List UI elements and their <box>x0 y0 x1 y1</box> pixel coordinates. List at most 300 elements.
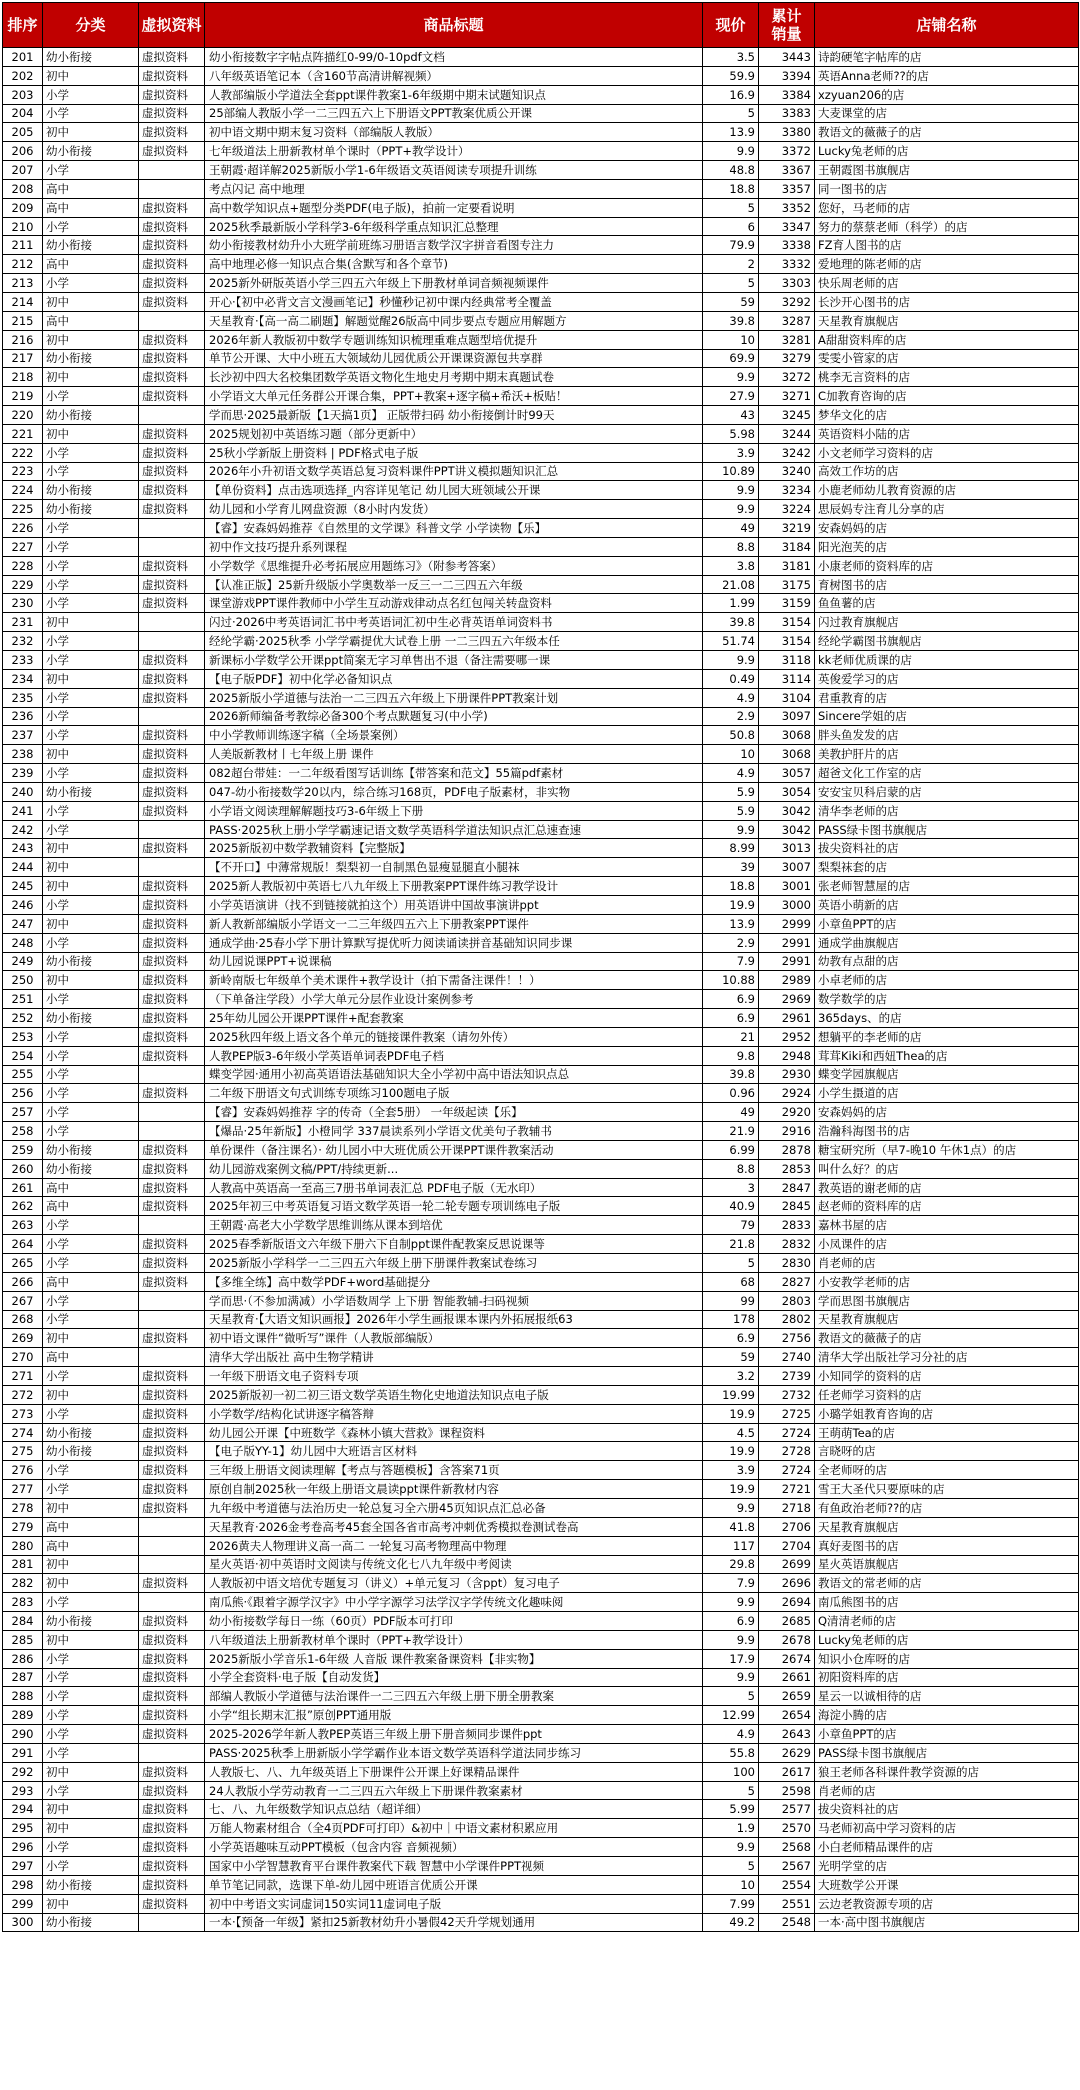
cell-price: 5 <box>703 104 759 123</box>
cell-price: 79 <box>703 1216 759 1235</box>
cell-shop: 教语文的薇薇子的店 <box>815 1329 1079 1348</box>
cell-virtual: 虚拟资料 <box>139 1857 205 1876</box>
cell-rank: 256 <box>3 1084 43 1103</box>
header-title: 商品标题 <box>205 3 703 48</box>
cell-title: 人教版七、八、九年级英语上下册课件公开课上好课精品课件 <box>205 1762 703 1781</box>
cell-price: 39.8 <box>703 1065 759 1084</box>
cell-virtual: 虚拟资料 <box>139 1819 205 1838</box>
cell-shop: FZ育人图书的店 <box>815 236 1079 255</box>
cell-rank: 274 <box>3 1423 43 1442</box>
cell-price: 59 <box>703 1348 759 1367</box>
cell-sales: 3175 <box>759 575 815 594</box>
cell-shop: PASS绿卡图书旗舰店 <box>815 820 1079 839</box>
cell-title: 【电子版YY-1】幼儿园中大班语言区材料 <box>205 1442 703 1461</box>
table-row <box>3 669 1079 688</box>
cell-rank: 207 <box>3 161 43 180</box>
cell-rank: 287 <box>3 1668 43 1687</box>
cell-rank: 286 <box>3 1649 43 1668</box>
cell-rank: 266 <box>3 1272 43 1291</box>
cell-price: 9.9 <box>703 1630 759 1649</box>
cell-virtual: 虚拟资料 <box>139 104 205 123</box>
cell-rank: 289 <box>3 1706 43 1725</box>
cell-virtual: 虚拟资料 <box>139 1706 205 1725</box>
cell-title: 【认准正版】25新升级版小学奥数举一反三一二三四五六年级 <box>205 575 703 594</box>
cell-shop: 云边老教资源专项的店 <box>815 1894 1079 1913</box>
cell-category: 小学 <box>43 462 139 481</box>
cell-price: 29.8 <box>703 1555 759 1574</box>
cell-price: 68 <box>703 1272 759 1291</box>
cell-price: 55.8 <box>703 1743 759 1762</box>
cell-shop: Lucky兔老师的店 <box>815 1630 1079 1649</box>
cell-rank: 244 <box>3 858 43 877</box>
cell-virtual: 虚拟资料 <box>139 669 205 688</box>
table-row <box>3 1630 1079 1649</box>
cell-price: 6.9 <box>703 1009 759 1028</box>
cell-sales: 3372 <box>759 142 815 161</box>
cell-title: 【睿】安森妈妈推荐《自然里的文学课》科普文学 小学读物【乐】 <box>205 519 703 538</box>
cell-title: 小学语文阅读理解解题技巧3-6年级上下册 <box>205 801 703 820</box>
cell-title: PASS·2025秋季上册新版小学学霸作业本语文数学英语科学道法同步练习 <box>205 1743 703 1762</box>
table-row <box>3 971 1079 990</box>
table-row <box>3 123 1079 142</box>
cell-virtual: 虚拟资料 <box>139 1046 205 1065</box>
cell-price: 0.96 <box>703 1084 759 1103</box>
cell-price: 100 <box>703 1762 759 1781</box>
cell-rank: 260 <box>3 1159 43 1178</box>
cell-sales: 2704 <box>759 1536 815 1555</box>
cell-shop: 教英语的谢老师的店 <box>815 1178 1079 1197</box>
cell-price: 9.9 <box>703 1668 759 1687</box>
cell-category: 幼小衔接 <box>43 48 139 67</box>
cell-virtual: 虚拟资料 <box>139 443 205 462</box>
cell-shop: 阳光泡芙的店 <box>815 537 1079 556</box>
cell-rank: 261 <box>3 1178 43 1197</box>
cell-rank: 267 <box>3 1291 43 1310</box>
cell-virtual: 虚拟资料 <box>139 839 205 858</box>
cell-title: 2025-2026学年新人教PEP英语三年级上册下册音频同步课件ppt <box>205 1725 703 1744</box>
header-shop: 店铺名称 <box>815 3 1079 48</box>
cell-sales: 3394 <box>759 66 815 85</box>
cell-virtual: 虚拟资料 <box>139 1385 205 1404</box>
cell-shop: 雪王大圣代只要原味的店 <box>815 1480 1079 1499</box>
cell-virtual: 虚拟资料 <box>139 1687 205 1706</box>
cell-category: 小学 <box>43 161 139 180</box>
cell-category: 小学 <box>43 1254 139 1273</box>
cell-shop: Sincere学姐的店 <box>815 707 1079 726</box>
cell-price: 3.8 <box>703 556 759 575</box>
cell-shop: Q清清老师的店 <box>815 1612 1079 1631</box>
cell-virtual: 虚拟资料 <box>139 198 205 217</box>
cell-sales: 3097 <box>759 707 815 726</box>
cell-price: 5 <box>703 1857 759 1876</box>
cell-shop: 茸茸Kiki和西妞Thea的店 <box>815 1046 1079 1065</box>
cell-title: 初中语文课件“微听写”课件（人教版部编版） <box>205 1329 703 1348</box>
cell-virtual: 虚拟资料 <box>139 481 205 500</box>
cell-title: 小学英语演讲（找不到链接就拍这个）用英语讲中国故事演讲ppt <box>205 895 703 914</box>
table-row <box>3 66 1079 85</box>
table-row <box>3 895 1079 914</box>
cell-virtual <box>139 161 205 180</box>
cell-category: 初中 <box>43 1555 139 1574</box>
cell-rank: 288 <box>3 1687 43 1706</box>
cell-virtual: 虚拟资料 <box>139 1725 205 1744</box>
cell-sales: 3000 <box>759 895 815 914</box>
cell-sales: 3007 <box>759 858 815 877</box>
cell-rank: 227 <box>3 537 43 556</box>
cell-category: 小学 <box>43 820 139 839</box>
cell-price: 19.9 <box>703 1404 759 1423</box>
table-row <box>3 1348 1079 1367</box>
cell-rank: 210 <box>3 217 43 236</box>
table-row <box>3 292 1079 311</box>
cell-title: 小学数学《思维提升必考拓展应用题练习》（附参考答案） <box>205 556 703 575</box>
cell-title: 原创自制2025秋一年级上册语文晨读ppt课件新教材内容 <box>205 1480 703 1499</box>
cell-rank: 208 <box>3 179 43 198</box>
cell-rank: 240 <box>3 782 43 801</box>
cell-sales: 2570 <box>759 1819 815 1838</box>
cell-category: 初中 <box>43 66 139 85</box>
cell-virtual: 虚拟资料 <box>139 1367 205 1386</box>
cell-virtual: 虚拟资料 <box>139 48 205 67</box>
cell-title: 幼小衔接教材幼升小大班学前班练习册语言数学汉字拼音看图专注力 <box>205 236 703 255</box>
cell-rank: 242 <box>3 820 43 839</box>
cell-shop: 大麦课堂的店 <box>815 104 1079 123</box>
cell-shop: 星火英语旗舰店 <box>815 1555 1079 1574</box>
cell-price: 19.9 <box>703 895 759 914</box>
cell-shop: 王朝霞图书旗舰店 <box>815 161 1079 180</box>
cell-category: 小学 <box>43 1216 139 1235</box>
cell-shop: 天星教育旗舰店 <box>815 1517 1079 1536</box>
table-row <box>3 1385 1079 1404</box>
cell-shop: 清华李老师的店 <box>815 801 1079 820</box>
cell-title: 一年级下册语文电子资料专项 <box>205 1367 703 1386</box>
cell-virtual: 虚拟资料 <box>139 1480 205 1499</box>
cell-shop: 育树图书的店 <box>815 575 1079 594</box>
cell-virtual: 虚拟资料 <box>139 1838 205 1857</box>
table-row <box>3 1687 1079 1706</box>
cell-virtual: 虚拟资料 <box>139 1668 205 1687</box>
cell-shop: 小卓老师的店 <box>815 971 1079 990</box>
cell-category: 小学 <box>43 1857 139 1876</box>
cell-rank: 296 <box>3 1838 43 1857</box>
cell-title: 一本·【预备一年级】紧扣25新教材幼升小暑假42天升学规划通用 <box>205 1913 703 1932</box>
cell-category: 高中 <box>43 255 139 274</box>
cell-virtual: 虚拟资料 <box>139 1235 205 1254</box>
cell-price: 7.99 <box>703 1894 759 1913</box>
table-row <box>3 443 1079 462</box>
cell-sales: 3347 <box>759 217 815 236</box>
cell-virtual: 虚拟资料 <box>139 1649 205 1668</box>
cell-category: 小学 <box>43 1838 139 1857</box>
cell-rank: 230 <box>3 594 43 613</box>
cell-virtual: 虚拟资料 <box>139 236 205 255</box>
cell-virtual: 虚拟资料 <box>139 1027 205 1046</box>
cell-category: 小学 <box>43 990 139 1009</box>
cell-rank: 217 <box>3 349 43 368</box>
cell-price: 5.9 <box>703 782 759 801</box>
cell-sales: 2740 <box>759 1348 815 1367</box>
cell-sales: 3367 <box>759 161 815 180</box>
cell-title: 2025春季新版语文六年级下册六下自制ppt课件配教案反思说课等 <box>205 1235 703 1254</box>
cell-virtual: 虚拟资料 <box>139 1894 205 1913</box>
cell-rank: 204 <box>3 104 43 123</box>
cell-shop: 幼教有点甜的店 <box>815 952 1079 971</box>
cell-price: 0.49 <box>703 669 759 688</box>
cell-virtual: 虚拟资料 <box>139 66 205 85</box>
cell-price: 99 <box>703 1291 759 1310</box>
cell-category: 幼小衔接 <box>43 1140 139 1159</box>
cell-sales: 3159 <box>759 594 815 613</box>
cell-price: 9.9 <box>703 1498 759 1517</box>
cell-virtual <box>139 537 205 556</box>
cell-sales: 3281 <box>759 330 815 349</box>
cell-title: 2026黄夫人物理讲义高一高二 一轮复习高考物理高中物理 <box>205 1536 703 1555</box>
cell-price: 21.8 <box>703 1235 759 1254</box>
cell-virtual <box>139 707 205 726</box>
cell-rank: 277 <box>3 1480 43 1499</box>
cell-sales: 3181 <box>759 556 815 575</box>
cell-title: 中小学教师训练逐字稿（全场景案例） <box>205 726 703 745</box>
cell-title: 国家中小学智慧教育平台课件教案代下载 智慧中小学课件PPT视频 <box>205 1857 703 1876</box>
cell-shop: 南瓜熊图书的店 <box>815 1593 1079 1612</box>
cell-shop: 海淀小腾的店 <box>815 1706 1079 1725</box>
cell-shop: 雯雯小管家的店 <box>815 349 1079 368</box>
cell-price: 2.9 <box>703 933 759 952</box>
table-row <box>3 1480 1079 1499</box>
cell-virtual: 虚拟资料 <box>139 1574 205 1593</box>
cell-virtual: 虚拟资料 <box>139 1498 205 1517</box>
cell-title: 2025秋季最新版小学科学3-6年级科学重点知识汇总整理 <box>205 217 703 236</box>
cell-price: 9.9 <box>703 651 759 670</box>
cell-virtual <box>139 1291 205 1310</box>
cell-price: 17.9 <box>703 1649 759 1668</box>
cell-shop: 英语Anna老师??的店 <box>815 66 1079 85</box>
cell-title: 二年级下册语文句式训练专项练习100题电子版 <box>205 1084 703 1103</box>
cell-sales: 3068 <box>759 726 815 745</box>
cell-rank: 268 <box>3 1310 43 1329</box>
cell-category: 幼小衔接 <box>43 349 139 368</box>
table-row <box>3 764 1079 783</box>
cell-price: 10 <box>703 745 759 764</box>
cell-shop: 赵老师的资料库的店 <box>815 1197 1079 1216</box>
table-row <box>3 707 1079 726</box>
cell-virtual: 虚拟资料 <box>139 1272 205 1291</box>
cell-rank: 246 <box>3 895 43 914</box>
cell-sales: 2706 <box>759 1517 815 1536</box>
cell-virtual: 虚拟资料 <box>139 1329 205 1348</box>
cell-rank: 283 <box>3 1593 43 1612</box>
cell-shop: 桃李无言资料的店 <box>815 368 1079 387</box>
cell-shop: kk老师优质课的店 <box>815 651 1079 670</box>
cell-virtual: 虚拟资料 <box>139 990 205 1009</box>
cell-sales: 3357 <box>759 179 815 198</box>
cell-rank: 257 <box>3 1103 43 1122</box>
cell-price: 3.9 <box>703 443 759 462</box>
cell-category: 初中 <box>43 123 139 142</box>
cell-rank: 272 <box>3 1385 43 1404</box>
cell-sales: 2699 <box>759 1555 815 1574</box>
cell-rank: 281 <box>3 1555 43 1574</box>
cell-category: 高中 <box>43 198 139 217</box>
cell-title: 人教部编版小学道法全套ppt课件教案1-6年级期中期末试题知识点 <box>205 85 703 104</box>
cell-rank: 215 <box>3 311 43 330</box>
cell-price: 2 <box>703 255 759 274</box>
cell-title: 九年级中考道德与法治历史一轮总复习全六册45页知识点汇总必备 <box>205 1498 703 1517</box>
cell-rank: 212 <box>3 255 43 274</box>
cell-price: 10 <box>703 330 759 349</box>
cell-price: 9.9 <box>703 820 759 839</box>
cell-price: 6 <box>703 217 759 236</box>
cell-shop: 星云一以诚相待的店 <box>815 1687 1079 1706</box>
cell-rank: 299 <box>3 1894 43 1913</box>
cell-title: 人教高中英语高一至高三7册书单词表汇总 PDF电子版（无水印） <box>205 1178 703 1197</box>
cell-price: 50.8 <box>703 726 759 745</box>
cell-sales: 2756 <box>759 1329 815 1348</box>
cell-shop: 一本·高中图书旗舰店 <box>815 1913 1079 1932</box>
cell-virtual: 虚拟资料 <box>139 1009 205 1028</box>
table-row <box>3 1159 1079 1178</box>
table-row <box>3 1838 1079 1857</box>
cell-category: 小学 <box>43 1084 139 1103</box>
cell-price: 3.9 <box>703 1461 759 1480</box>
cell-sales: 3013 <box>759 839 815 858</box>
cell-sales: 2678 <box>759 1630 815 1649</box>
cell-rank: 282 <box>3 1574 43 1593</box>
cell-price: 16.9 <box>703 85 759 104</box>
cell-title: 小学数学/结构化试讲逐字稿答辩 <box>205 1404 703 1423</box>
cell-sales: 3042 <box>759 801 815 820</box>
cell-sales: 3219 <box>759 519 815 538</box>
cell-title: 单节笔记同款，选课下单-幼儿园中班语言优质公开课 <box>205 1875 703 1894</box>
cell-rank: 255 <box>3 1065 43 1084</box>
cell-virtual: 虚拟资料 <box>139 1404 205 1423</box>
table-row <box>3 311 1079 330</box>
cell-shop: 教语文的常老师的店 <box>815 1574 1079 1593</box>
table-row <box>3 462 1079 481</box>
cell-sales: 3154 <box>759 613 815 632</box>
cell-virtual: 虚拟资料 <box>139 575 205 594</box>
header-row <box>3 3 1079 48</box>
cell-rank: 232 <box>3 632 43 651</box>
cell-virtual: 虚拟资料 <box>139 368 205 387</box>
cell-shop: 大班数学公开课 <box>815 1875 1079 1894</box>
cell-shop: 英语资料小陆的店 <box>815 424 1079 443</box>
cell-shop: A甜甜资料库的店 <box>815 330 1079 349</box>
cell-price: 6.9 <box>703 1612 759 1631</box>
cell-title: 经纶学霸·2025秋季 小学学霸提优大试卷上册 一二三四五六年级本任 <box>205 632 703 651</box>
cell-rank: 290 <box>3 1725 43 1744</box>
cell-sales: 2732 <box>759 1385 815 1404</box>
cell-rank: 278 <box>3 1498 43 1517</box>
cell-rank: 233 <box>3 651 43 670</box>
cell-price: 21 <box>703 1027 759 1046</box>
cell-shop: 言晓呀的店 <box>815 1442 1079 1461</box>
cell-title: 人教版初中语文培优专题复习（讲义）+单元复习（含ppt）复习电子 <box>205 1574 703 1593</box>
table-row <box>3 500 1079 519</box>
cell-sales: 2567 <box>759 1857 815 1876</box>
cell-category: 高中 <box>43 1348 139 1367</box>
cell-rank: 254 <box>3 1046 43 1065</box>
cell-sales: 2551 <box>759 1894 815 1913</box>
table-row <box>3 990 1079 1009</box>
cell-virtual: 虚拟资料 <box>139 274 205 293</box>
cell-virtual <box>139 406 205 425</box>
cell-title: 2025年初三中考英语复习语文数学英语一轮二轮专题专项训练电子版 <box>205 1197 703 1216</box>
cell-category: 小学 <box>43 1404 139 1423</box>
cell-title: 王朝霞·超详解2025新版小学1-6年级语文英语阅读专项提升训练 <box>205 161 703 180</box>
table-row <box>3 349 1079 368</box>
cell-rank: 237 <box>3 726 43 745</box>
cell-rank: 249 <box>3 952 43 971</box>
cell-virtual <box>139 1593 205 1612</box>
cell-virtual: 虚拟资料 <box>139 330 205 349</box>
cell-category: 小学 <box>43 537 139 556</box>
cell-shop: 超爸文化工作室的店 <box>815 764 1079 783</box>
cell-shop: 真好麦图书的店 <box>815 1536 1079 1555</box>
header-price: 现价 <box>703 3 759 48</box>
cell-title: 2025新版小学道德与法治一二三四五六年级上下册课件PPT教案计划 <box>205 688 703 707</box>
cell-price: 27.9 <box>703 387 759 406</box>
cell-rank: 263 <box>3 1216 43 1235</box>
cell-price: 41.8 <box>703 1517 759 1536</box>
cell-category: 初中 <box>43 424 139 443</box>
table-row <box>3 613 1079 632</box>
cell-title: 天星教育·【大语文知识画报】2026年小学生画报课本课内外拓展报纸63 <box>205 1310 703 1329</box>
cell-title: 部编人教版小学道德与法治课件一二三四五六年级上册下册全册教案 <box>205 1687 703 1706</box>
cell-shop: 君重教育的店 <box>815 688 1079 707</box>
cell-shop: 全老师呀的店 <box>815 1461 1079 1480</box>
cell-category: 初中 <box>43 745 139 764</box>
cell-price: 4.5 <box>703 1423 759 1442</box>
cell-rank: 275 <box>3 1442 43 1461</box>
cell-price: 59 <box>703 292 759 311</box>
cell-category: 幼小衔接 <box>43 1009 139 1028</box>
cell-price: 5 <box>703 1781 759 1800</box>
cell-title: PASS·2025秋上册小学学霸速记语文数学英语科学道法知识点汇总速查速 <box>205 820 703 839</box>
cell-rank: 229 <box>3 575 43 594</box>
cell-title: 七年级道法上册新教材单个课时（PPT+教学设计） <box>205 142 703 161</box>
cell-sales: 3292 <box>759 292 815 311</box>
cell-title: 2026年新人教版初中数学专题训练知识梳理重难点题型培优提升 <box>205 330 703 349</box>
table-row <box>3 575 1079 594</box>
cell-sales: 3271 <box>759 387 815 406</box>
ranking-table <box>2 2 1079 1932</box>
cell-rank: 235 <box>3 688 43 707</box>
cell-price: 19.9 <box>703 1480 759 1499</box>
cell-title: 人美版新教材丨七年级上册 课件 <box>205 745 703 764</box>
cell-price: 6.99 <box>703 1140 759 1159</box>
cell-shop: 嘉林书屋的店 <box>815 1216 1079 1235</box>
cell-rank: 253 <box>3 1027 43 1046</box>
cell-category: 小学 <box>43 575 139 594</box>
cell-sales: 2696 <box>759 1574 815 1593</box>
cell-sales: 2802 <box>759 1310 815 1329</box>
cell-virtual: 虚拟资料 <box>139 1197 205 1216</box>
cell-price: 9.9 <box>703 1838 759 1857</box>
cell-shop: xzyuan206的店 <box>815 85 1079 104</box>
cell-rank: 270 <box>3 1348 43 1367</box>
cell-category: 小学 <box>43 764 139 783</box>
cell-sales: 2803 <box>759 1291 815 1310</box>
cell-title: 天星教育·2026金考卷高考45套全国各省市高考冲刺优秀模拟卷测试卷高 <box>205 1517 703 1536</box>
cell-shop: 知识小仓库呀的店 <box>815 1649 1079 1668</box>
cell-virtual: 虚拟资料 <box>139 1875 205 1894</box>
cell-category: 初中 <box>43 613 139 632</box>
table-row <box>3 537 1079 556</box>
table-row <box>3 1498 1079 1517</box>
cell-category: 小学 <box>43 1310 139 1329</box>
cell-rank: 234 <box>3 669 43 688</box>
